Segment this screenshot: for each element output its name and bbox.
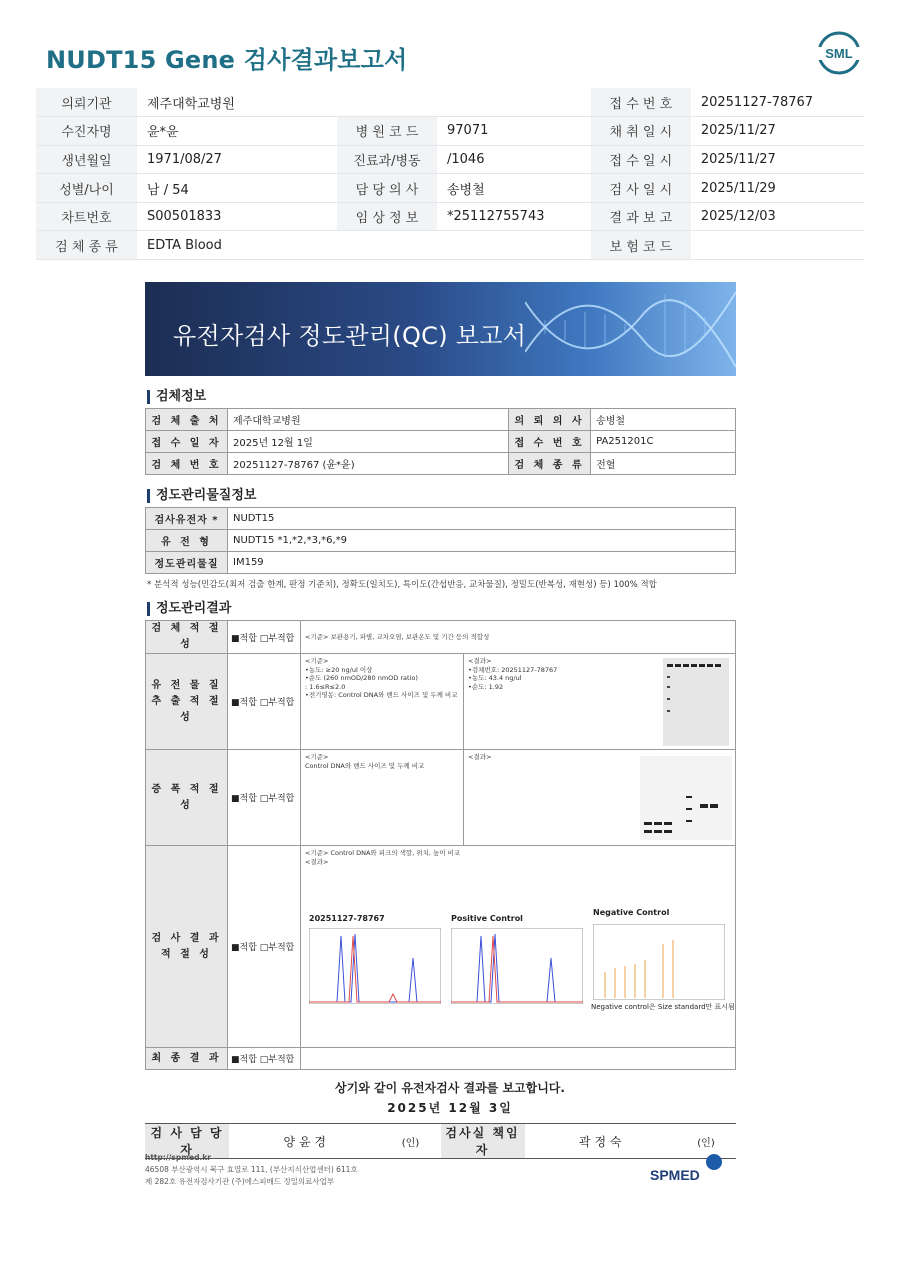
pass-check: ■적합 (231, 633, 257, 644)
material-table (145, 507, 736, 574)
field-label (337, 88, 437, 117)
field-label: 생년월일 (36, 145, 137, 174)
r3-check (228, 750, 301, 846)
field-value: 97071 (437, 117, 591, 146)
field-value: /1046 (437, 145, 591, 174)
field-value: 2025/11/29 (691, 174, 864, 203)
results-section-title: 정도관리결과 (147, 602, 736, 616)
field-label: 채 취 일 시 (591, 117, 691, 146)
specimen-type-label: 검 체 종 류 (509, 453, 591, 475)
gene-label: 검사유전자 * (146, 508, 228, 530)
address-line2: 제 282호 유전자검사기관 (주)에스피메드 정밀의료사업부 (145, 1177, 335, 1186)
patient-row (36, 231, 864, 260)
r4-result-cell (301, 846, 736, 1048)
plot2-title: Positive Control (451, 914, 523, 923)
r3-criteria: <기준> Control DNA와 밴드 사이즈 및 두께 비교 (301, 750, 464, 846)
chief-name: 곽 정 숙 (525, 1124, 677, 1159)
svg-text:SML: SML (825, 46, 853, 61)
svg-text:SPMED: SPMED (650, 1167, 700, 1183)
patient-row (36, 145, 864, 174)
field-label: 결 과 보 고 (591, 202, 691, 231)
patient-row (36, 88, 864, 117)
material-value: IM159 (228, 552, 736, 574)
material-label: 정도관리물질 (146, 552, 228, 574)
r2-label: 유 전 물 질 추 출 적 절 성 (146, 654, 228, 750)
specimen-accession-label: 접 수 번 호 (509, 431, 591, 453)
field-value: EDTA Blood (137, 231, 337, 260)
genotype-value: NUDT15 *1,*2,*3,*6,*9 (228, 530, 736, 552)
field-value: 20251127-78767 (691, 88, 864, 117)
field-value: 송병철 (437, 174, 591, 203)
r4-label: 검 사 결 과 적 절 성 (146, 846, 228, 1048)
negative-note: Negative control은 Size standard만 표시됨 (591, 1003, 735, 1011)
genotype-label: 유 전 형 (146, 530, 228, 552)
address-line1: 46508 부산광역시 북구 효열로 111, (부산지식산업센터) 611호 (145, 1165, 358, 1174)
gene-value: NUDT15 (228, 508, 736, 530)
pass-check: ■적합 (231, 1055, 257, 1065)
fail-check: □부적합 (259, 794, 295, 804)
fail-check: □부적합 (259, 698, 295, 708)
r2-criteria: <기준> •농도: ≥20 ng/ul 이상 •순도 (260 nmOD/280 nmOD ratio) : 1.6≤R≤2.0 •전기영동: Control DNA와 밴드 사이즈 및 두께 비교 (301, 654, 464, 750)
patient-row (36, 117, 864, 146)
r5-check (228, 1048, 301, 1070)
specimen-number-label: 검 체 번 호 (146, 453, 228, 475)
field-value: 2025/12/03 (691, 202, 864, 231)
results-table (145, 620, 736, 1070)
patient-row (36, 202, 864, 231)
r5-blank (301, 1048, 736, 1070)
field-label: 성별/나이 (36, 174, 137, 203)
field-value: 2025/11/27 (691, 117, 864, 146)
r2-check (228, 654, 301, 750)
pass-check: ■적합 (231, 698, 257, 708)
specimen-source-label: 검 체 출 처 (146, 409, 228, 431)
report-statement: 상기와 같이 유전자검사 결과를 보고합니다. (335, 1081, 565, 1095)
dna-helix-icon (525, 282, 736, 376)
field-label: 보 험 코 드 (591, 231, 691, 260)
r3-result-cell (464, 750, 736, 846)
pass-check: ■적합 (231, 794, 257, 804)
field-value: 윤*윤 (137, 117, 337, 146)
r4-check (228, 846, 301, 1048)
tester-label: 검 사 담 당 자 (145, 1124, 229, 1159)
gel-image-extraction (663, 658, 729, 746)
field-value: *25112755743 (437, 202, 591, 231)
field-label: 접 수 번 호 (591, 88, 691, 117)
r1-criteria: <기준> 보관용기, 파별, 교차오염, 보관온도 및 기간 등의 적합성 (301, 621, 736, 654)
specimen-doctor: 송병철 (591, 409, 736, 431)
field-label: 담 당 의 사 (337, 174, 437, 203)
r2-result-cell (464, 654, 736, 750)
fail-check: □부적합 (259, 1055, 295, 1065)
r3-result: <결과> (468, 753, 492, 761)
field-value (691, 231, 864, 260)
r1-label: 검 체 적 절 성 (146, 621, 228, 654)
field-value: 남 / 54 (137, 174, 337, 203)
chief-seal: (인) (676, 1124, 736, 1159)
electropherogram-sample (309, 928, 441, 1004)
address-block (145, 1152, 358, 1188)
field-value (437, 231, 591, 260)
field-value: 제주대학교병원 (137, 88, 337, 117)
specimen-accession: PA251201C (591, 431, 736, 453)
field-value: 1971/08/27 (137, 145, 337, 174)
tester-seal: (인) (381, 1124, 441, 1159)
specimen-table (145, 408, 736, 475)
performance-note: * 분석적 성능(민감도(최저 검출 한계, 판정 기준치), 정확도(일치도), 특이도(간섭반응, 교차물질), 정밀도(반복성, 재현성) 등) 100% 적합 (147, 580, 657, 590)
report-date: 2025년 12월 3일 (387, 1101, 513, 1115)
specimen-section-title: 검체정보 (147, 390, 736, 404)
field-label: 임 상 정 보 (337, 202, 437, 231)
pass-check: ■적합 (231, 943, 257, 953)
report-title: NUDT15 Gene 검사결과보고서 (46, 46, 408, 74)
qc-report (145, 282, 736, 1070)
material-section-title: 정도관리물질정보 (147, 489, 736, 503)
specimen-number: 20251127-78767 (윤*윤) (228, 453, 509, 475)
chief-label: 검사실 책임자 (441, 1124, 525, 1159)
field-label: 병 원 코 드 (337, 117, 437, 146)
qc-banner-title: 유전자검사 정도관리(QC) 보고서 (173, 322, 527, 350)
specimen-type: 전혈 (591, 453, 736, 475)
field-label (337, 231, 437, 260)
field-label: 의뢰기관 (36, 88, 137, 117)
fail-check: □부적합 (259, 943, 295, 953)
gel-image-amplification (640, 756, 732, 840)
plot1-title: 20251127-78767 (309, 914, 385, 923)
website-url: http://spmed.kr (145, 1153, 211, 1162)
electropherogram-positive (451, 928, 583, 1004)
field-label: 진료과/병동 (337, 145, 437, 174)
field-value (437, 88, 591, 117)
spmed-logo-icon (648, 1150, 728, 1190)
fail-check: □부적합 (259, 633, 295, 644)
r2-result: <결과> •검체번호: 20251127-78767 •농도: 43.4 ng/ul •순도: 1.92 (468, 657, 558, 691)
sml-logo-icon (816, 30, 862, 76)
field-label: 접 수 일 시 (591, 145, 691, 174)
field-value: 2025/11/27 (691, 145, 864, 174)
specimen-date-label: 접 수 일 자 (146, 431, 228, 453)
r1-check (228, 621, 301, 654)
field-label: 차트번호 (36, 202, 137, 231)
r3-label: 증 폭 적 절 성 (146, 750, 228, 846)
patient-info-table (36, 88, 864, 260)
r5-label: 최 종 결 과 (146, 1048, 228, 1070)
electropherogram-negative (593, 924, 725, 1000)
specimen-source: 제주대학교병원 (228, 409, 509, 431)
specimen-date: 2025년 12월 1일 (228, 431, 509, 453)
qc-banner (145, 282, 736, 376)
specimen-doctor-label: 의 뢰 의 사 (509, 409, 591, 431)
r4-criteria: <기준> Control DNA와 피크의 색깔, 위치, 높이 비교 <결과> (305, 849, 461, 866)
field-value: S00501833 (137, 202, 337, 231)
tester-name: 양 윤 경 (229, 1124, 381, 1159)
plot3-title: Negative Control (593, 908, 670, 917)
field-label: 검 사 일 시 (591, 174, 691, 203)
field-label: 검 체 종 류 (36, 231, 137, 260)
patient-row (36, 174, 864, 203)
field-label: 수진자명 (36, 117, 137, 146)
